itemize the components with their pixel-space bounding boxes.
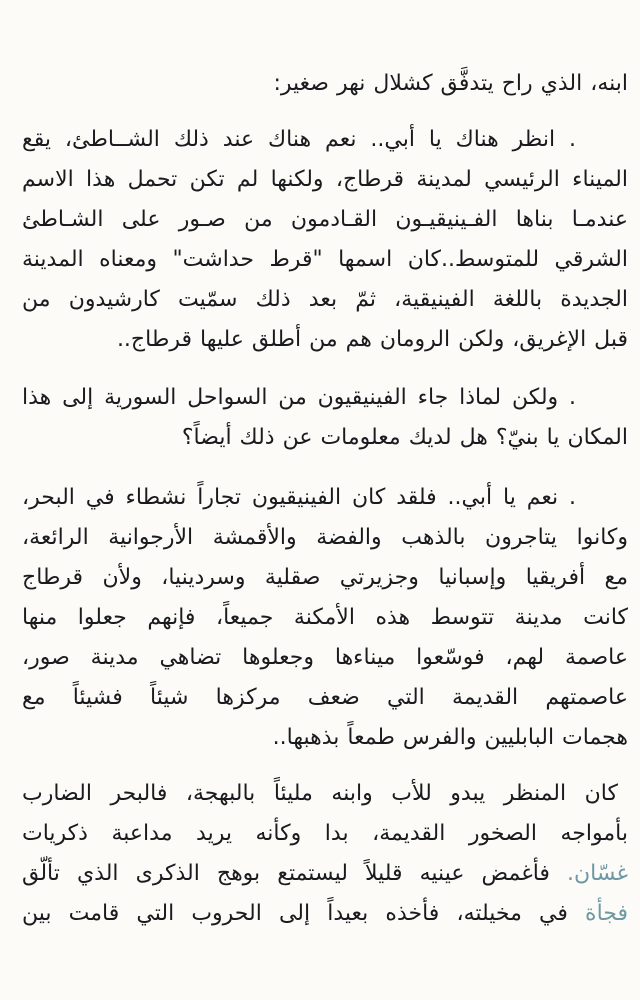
text-line: وكانوا يتاجرون بالذهب والفضة والأقمشة الأرجوانية الرائعة، (22, 525, 628, 550)
text-line: مع أفريقيا وإسبانيا وجزيرتي صقلية وسردينيا، ولأن قرطاج (22, 565, 628, 590)
paragraph-continuation (22, 64, 628, 104)
text-line: هجمات البابليين والفرس طمعاً بذهبها.. (272, 725, 628, 750)
paragraph-dialogue-father (22, 378, 628, 458)
text-line: كان المنظر يبدو للأب وابنه مليئاً بالبهجة، فالبحر الضارب (22, 781, 618, 806)
text-line (22, 854, 628, 894)
faded-word: غسّان. (567, 861, 628, 886)
text-line-rest: فأغمض عينيه قليلاً ليستمتع بوهج الذكرى الذي تألّق (22, 861, 568, 886)
text-line (22, 894, 628, 934)
text-line: عندمـا بناها الفـينيقيـون القـادمون من صـور على الشـاطئ (22, 207, 628, 232)
text-line: . ولكن لماذا جاء الفينيقيون من السواحل السورية إلى هذا (22, 385, 576, 410)
text-line-rest: في مخيلته، فأخذه بعيداً إلى الحروب التي قامت بين (22, 901, 586, 926)
text-line: كانت مدينة تتوسط هذه الأمكنة جميعاً، فإنهم جعلوا منها (22, 605, 628, 630)
text-line: ابنه، الذي راح يتدفَّق كشلال نهر صغير: (273, 71, 628, 96)
paragraph-dialogue-son-2 (22, 478, 628, 758)
text-line: عاصمة لهم، فوسّعوا ميناءها وجعلوها تضاهي مدينة صور، (22, 645, 628, 670)
text-line: . نعم يا أبي.. فلقد كان الفينيقيون تجاراً نشطاء في البحر، (22, 485, 576, 510)
paragraph-narrative (22, 774, 628, 934)
text-line: الشرقي للمتوسط..كان اسمها "قرط حداشت" ومعناه المدينة (22, 247, 628, 272)
text-line: الجديدة باللغة الفينيقية، ثمّ بعد ذلك سمّيت كارشيدون من (22, 287, 628, 312)
text-line: . انظر هناك يا أبي.. نعم هناك عند ذلك الشــاطئ، يقع (22, 127, 576, 152)
text-line: المكان يا بنيّ؟ هل لديك معلومات عن ذلك أيضاً؟ (181, 425, 628, 450)
text-line: الميناء الرئيسي لمدينة قرطاج، ولكنها لم تكن تحمل هذا الاسم (22, 167, 628, 192)
faded-word: فجأة (585, 901, 628, 926)
text-line: عاصمتهم القديمة التي ضعف مركزها شيئاً فشيئاً مع (22, 685, 628, 710)
paragraph-dialogue-son-1 (22, 120, 628, 360)
text-line: بأمواجه الصخور القديمة، بدا وكأنه يريد مداعبة ذكريات (22, 821, 628, 846)
text-line: قبل الإغريق، ولكن الرومان هم من أطلق عليها قرطاج.. (116, 327, 628, 352)
